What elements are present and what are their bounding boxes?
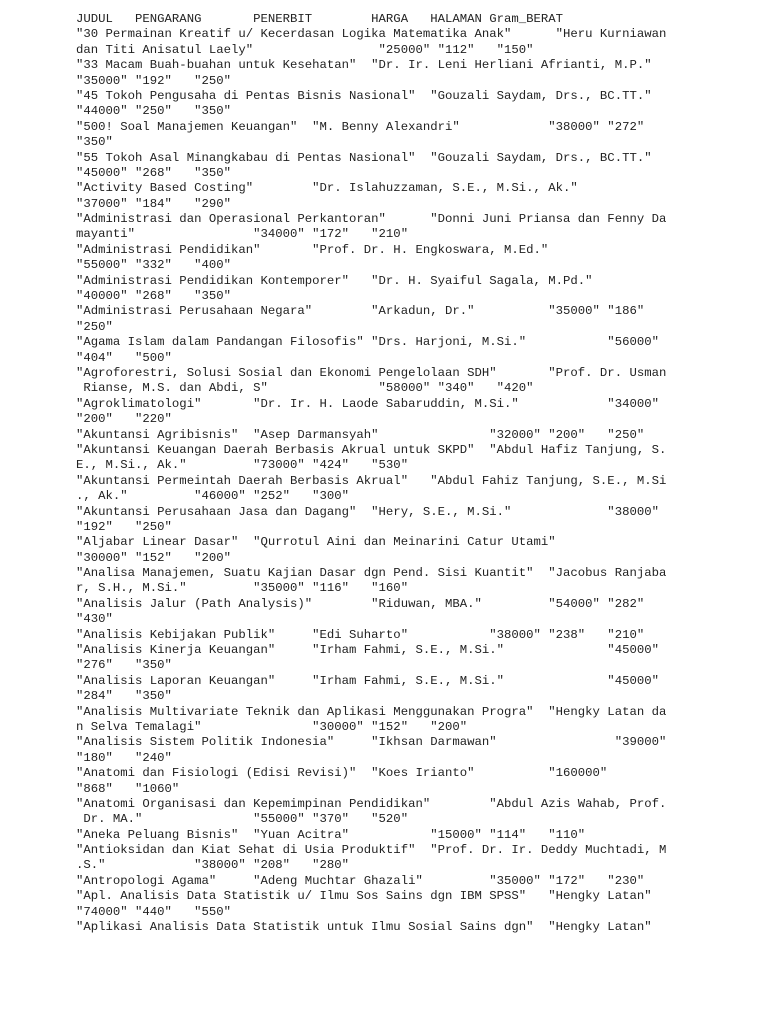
text-line: r, S.H., M.Si." "35000" "116" "160" [76, 581, 409, 596]
text-line: "Administrasi dan Operasional Perkantoran" "Donni Juni Priansa dan Fenny Da [76, 212, 667, 227]
text-line: "55 Tokoh Asal Minangkabau di Pentas Nasional" "Gouzali Saydam, Drs., BC.TT." [76, 150, 652, 165]
text-line: "180" "240" [76, 750, 172, 765]
text-line: "276" "350" [76, 658, 172, 673]
text-line: "Aljabar Linear Dasar" "Qurrotul Aini dan Meinarini Catur Utami" [76, 535, 556, 550]
text-line: "350" [76, 135, 113, 150]
text-line: "45 Tokoh Pengusaha di Pentas Bisnis Nasional" "Gouzali Saydam, Drs., BC.TT." [76, 88, 652, 103]
text-line: "35000" "192" "250" [76, 73, 231, 88]
text-line: Dr. MA." "55000" "370" "520" [76, 812, 409, 827]
text-line: "Akuntansi Permeintah Daerah Berbasis Akrual" "Abdul Fahiz Tanjung, S.E., M.Si [76, 473, 667, 488]
text-line: "Aneka Peluang Bisnis" "Yuan Acitra" "15000" "114" "110" [76, 827, 586, 842]
text-line: "44000" "250" "350" [76, 104, 231, 119]
text-line: "Anatomi Organisasi dan Kepemimpinan Pendidikan" "Abdul Azis Wahab, Prof. [76, 796, 667, 811]
text-line: dan Titi Anisatul Laely" "25000" "112" "150" [76, 42, 534, 57]
header-line: JUDUL PENGARANG PENERBIT HARGA HALAMAN Gram_BERAT [76, 12, 564, 26]
text-line: "33 Macam Buah-buahan untuk Kesehatan" "Dr. Ir. Leni Herliani Afrianti, M.P." [76, 58, 652, 73]
text-line: ., Ak." "46000" "252" "300" [76, 489, 350, 504]
text-line: "Administrasi Pendidikan Kontemporer" "Dr. H. Syaiful Sagala, M.Pd." [76, 273, 593, 288]
text-line: "Antioksidan dan Kiat Sehat di Usia Produktif" "Prof. Dr. Ir. Deddy Muchtadi, M [76, 843, 667, 858]
text-line: Rianse, M.S. dan Abdi, S" "58000" "340" "420" [76, 381, 534, 396]
text-line: "868" "1060" [76, 781, 180, 796]
text-line: "500! Soal Manajemen Keuangan" "M. Benny Alexandri" "38000" "272" [76, 119, 645, 134]
text-line: "430" [76, 612, 113, 627]
text-line: mayanti" "34000" "172" "210" [76, 227, 409, 242]
text-line: "74000" "440" "550" [76, 904, 231, 919]
text-line: "Administrasi Pendidikan" "Prof. Dr. H. Engkoswara, M.Ed." [76, 242, 549, 257]
text-line: "Agama Islam dalam Pandangan Filosofis" "Drs. Harjoni, M.Si." "56000" [76, 335, 659, 350]
text-line: "192" "250" [76, 519, 172, 534]
text-line: "45000" "268" "350" [76, 165, 231, 180]
text-line: E., M.Si., Ak." "73000" "424" "530" [76, 458, 409, 473]
text-line: "Agroklimatologi" "Dr. Ir. H. Laode Sabaruddin, M.Si." "34000" [76, 396, 659, 411]
text-line: "Akuntansi Perusahaan Jasa dan Dagang" "Hery, S.E., M.Si." "38000" [76, 504, 659, 519]
text-line: "55000" "332" "400" [76, 258, 231, 273]
text-line: "Analisis Kebijakan Publik" "Edi Suharto" "38000" "238" "210" [76, 627, 645, 642]
text-line: "Anatomi dan Fisiologi (Edisi Revisi)" "Koes Irianto" "160000" [76, 766, 608, 781]
text-line: "Apl. Analisis Data Statistik u/ Ilmu Sos Sains dgn IBM SPSS" "Hengky Latan" [76, 889, 652, 904]
text-line: n Selva Temalagi" "30000" "152" "200" [76, 719, 468, 734]
text-line: "284" "350" [76, 689, 172, 704]
text-line: "Analisis Laporan Keuangan" "Irham Fahmi, S.E., M.Si." "45000" [76, 673, 659, 688]
text-line: "Antropologi Agama" "Adeng Muchtar Ghazali" "35000" "172" "230" [76, 873, 645, 888]
text-line: "30 Permainan Kreatif u/ Kecerdasan Logika Matematika Anak" "Heru Kurniawan [76, 27, 667, 42]
text-line: .S." "38000" "208" "280" [76, 858, 350, 873]
text-line: "Administrasi Perusahaan Negara" "Arkadun, Dr." "35000" "186" [76, 304, 645, 319]
text-line: "Analisis Kinerja Keuangan" "Irham Fahmi, S.E., M.Si." "45000" [76, 643, 659, 658]
text-line: "Analisis Jalur (Path Analysis)" "Riduwan, MBA." "54000" "282" [76, 596, 645, 611]
text-line: "Analisa Manajemen, Suatu Kajian Dasar dgn Pend. Sisi Kuantit" "Jacobus Ranjaba [76, 566, 667, 581]
text-line: "Agroforestri, Solusi Sosial dan Ekonomi Pengelolaan SDH" "Prof. Dr. Usman [76, 365, 667, 380]
text-line: "Akuntansi Keuangan Daerah Berbasis Akrual untuk SKPD" "Abdul Hafiz Tanjung, S. [76, 442, 667, 457]
text-line: "Analisis Multivariate Teknik dan Aplikasi Menggunakan Progra" "Hengky Latan da [76, 704, 667, 719]
text-line: "Analisis Sistem Politik Indonesia" "Ikhsan Darmawan" "39000" [76, 735, 667, 750]
text-line: "30000" "152" "200" [76, 550, 231, 565]
text-line: "Akuntansi Agribisnis" "Asep Darmansyah" "32000" "200" "250" [76, 427, 645, 442]
text-line: "Aplikasi Analisis Data Statistik untuk Ilmu Sosial Sains dgn" "Hengky Latan" [76, 920, 652, 935]
text-line: "40000" "268" "350" [76, 289, 231, 304]
text-line: "404" "500" [76, 350, 172, 365]
text-line: "250" [76, 319, 113, 334]
text-line: "200" "220" [76, 412, 172, 427]
text-line: "37000" "184" "290" [76, 196, 231, 211]
text-line: "Activity Based Costing" "Dr. Islahuzzaman, S.E., M.Si., Ak." [76, 181, 578, 196]
text-document [76, 12, 676, 935]
